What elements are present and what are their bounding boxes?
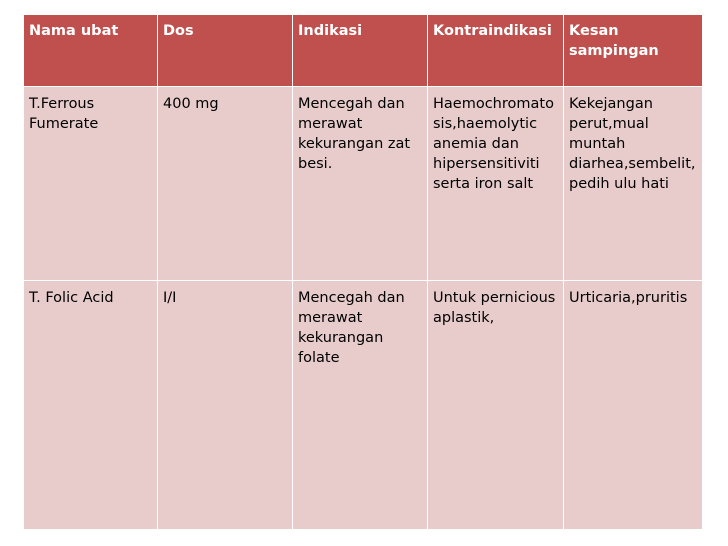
header-kontraindikasi: Kontraindikasi: [428, 15, 564, 87]
table-row: [24, 281, 703, 530]
header-row: [24, 15, 703, 87]
header-nama-ubat: Nama ubat: [24, 15, 158, 87]
header-indikasi: Indikasi: [293, 15, 428, 87]
cell-indikasi: Mencegah dan merawat kekurangan folate: [293, 281, 428, 530]
cell-indikasi: Mencegah dan merawat kekurangan zat besi.: [293, 87, 428, 281]
cell-kontraindikasi: Untuk pernicious aplastik,: [428, 281, 564, 530]
cell-nama-ubat: T. Folic Acid: [24, 281, 158, 530]
cell-dos: 400 mg: [158, 87, 293, 281]
drug-table: [23, 14, 703, 530]
cell-nama-ubat: T.Ferrous Fumerate: [24, 87, 158, 281]
cell-dos: I/I: [158, 281, 293, 530]
header-dos: Dos: [158, 15, 293, 87]
header-kesan-sampingan: Kesan sampingan: [564, 15, 703, 87]
table-row: [24, 87, 703, 281]
cell-kesan-sampingan: Urticaria,pruritis: [564, 281, 703, 530]
cell-kesan-sampingan: Kekejangan perut,mual muntah diarhea,sembelit,pedih ulu hati: [564, 87, 703, 281]
cell-kontraindikasi: Haemochromatosis,haemolytic anemia dan hipersensitiviti serta iron salt: [428, 87, 564, 281]
